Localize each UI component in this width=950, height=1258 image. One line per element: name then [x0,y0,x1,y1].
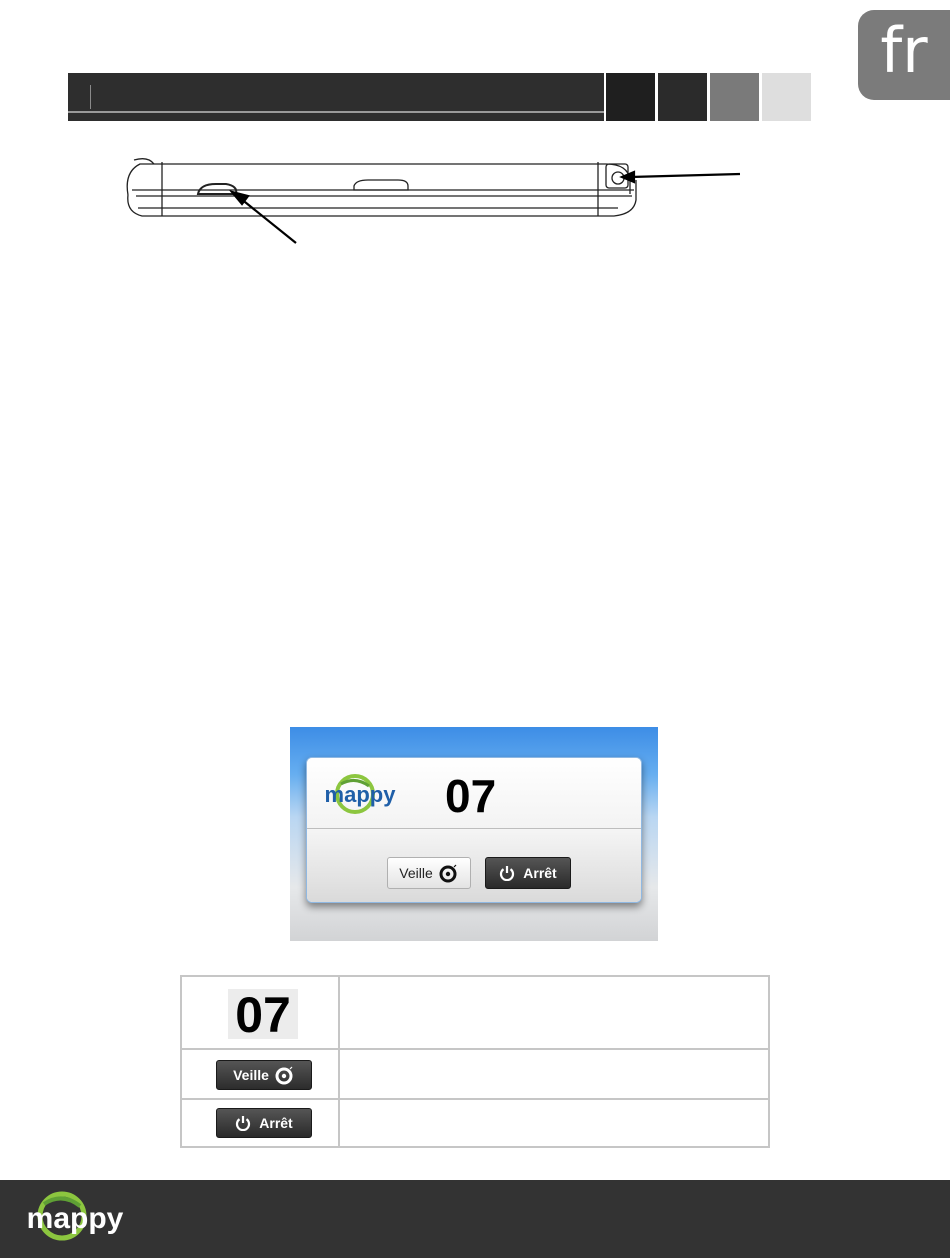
veille-button[interactable] [387,857,471,889]
legend-veille-sample [216,1060,312,1090]
arret-button[interactable] [485,857,571,889]
power-icon [235,1115,251,1131]
header-bar [68,73,810,121]
legend-icon-cell [182,1100,340,1146]
dialog-actions [307,829,641,902]
mappy-logo [317,772,403,818]
legend-table [180,975,770,1148]
standby-icon [439,863,459,883]
legend-veille-label: Veille [233,1067,269,1083]
header-rule [68,111,604,113]
arret-button-label: Arrêt [523,865,557,881]
legend-icon-cell [182,1050,340,1098]
header-tick [90,85,91,109]
header-block-3 [710,73,759,121]
veille-button-label: Veille [399,865,433,881]
legend-arret-label: Arrêt [259,1115,293,1131]
header-block-4 [762,73,811,121]
mappy-logo-text: mappy [324,782,396,807]
legend-row-counter [182,977,768,1050]
footer-logo-text: mappy [26,1202,124,1235]
header-dark-band [68,73,604,121]
header-block-1 [606,73,655,121]
countdown-counter: 07 [445,770,497,822]
shutdown-dialog-screenshot [290,727,658,941]
shutdown-dialog [306,757,642,903]
legend-arret-sample [216,1108,312,1138]
legend-description [342,1100,768,1146]
footer-bar [0,1180,950,1258]
language-tab: fr [858,10,950,100]
header-block-2 [658,73,707,121]
footer-mappy-logo [20,1188,132,1250]
power-icon [499,865,515,881]
legend-counter-sample: 07 [228,989,298,1039]
legend-description [342,977,768,1048]
legend-row-veille [182,1050,768,1100]
legend-row-arret [182,1100,768,1146]
dialog-header [307,758,641,828]
legend-description [342,1050,768,1098]
legend-icon-cell [182,977,340,1048]
device-edge-illustration [118,150,758,250]
standby-icon [275,1065,295,1085]
